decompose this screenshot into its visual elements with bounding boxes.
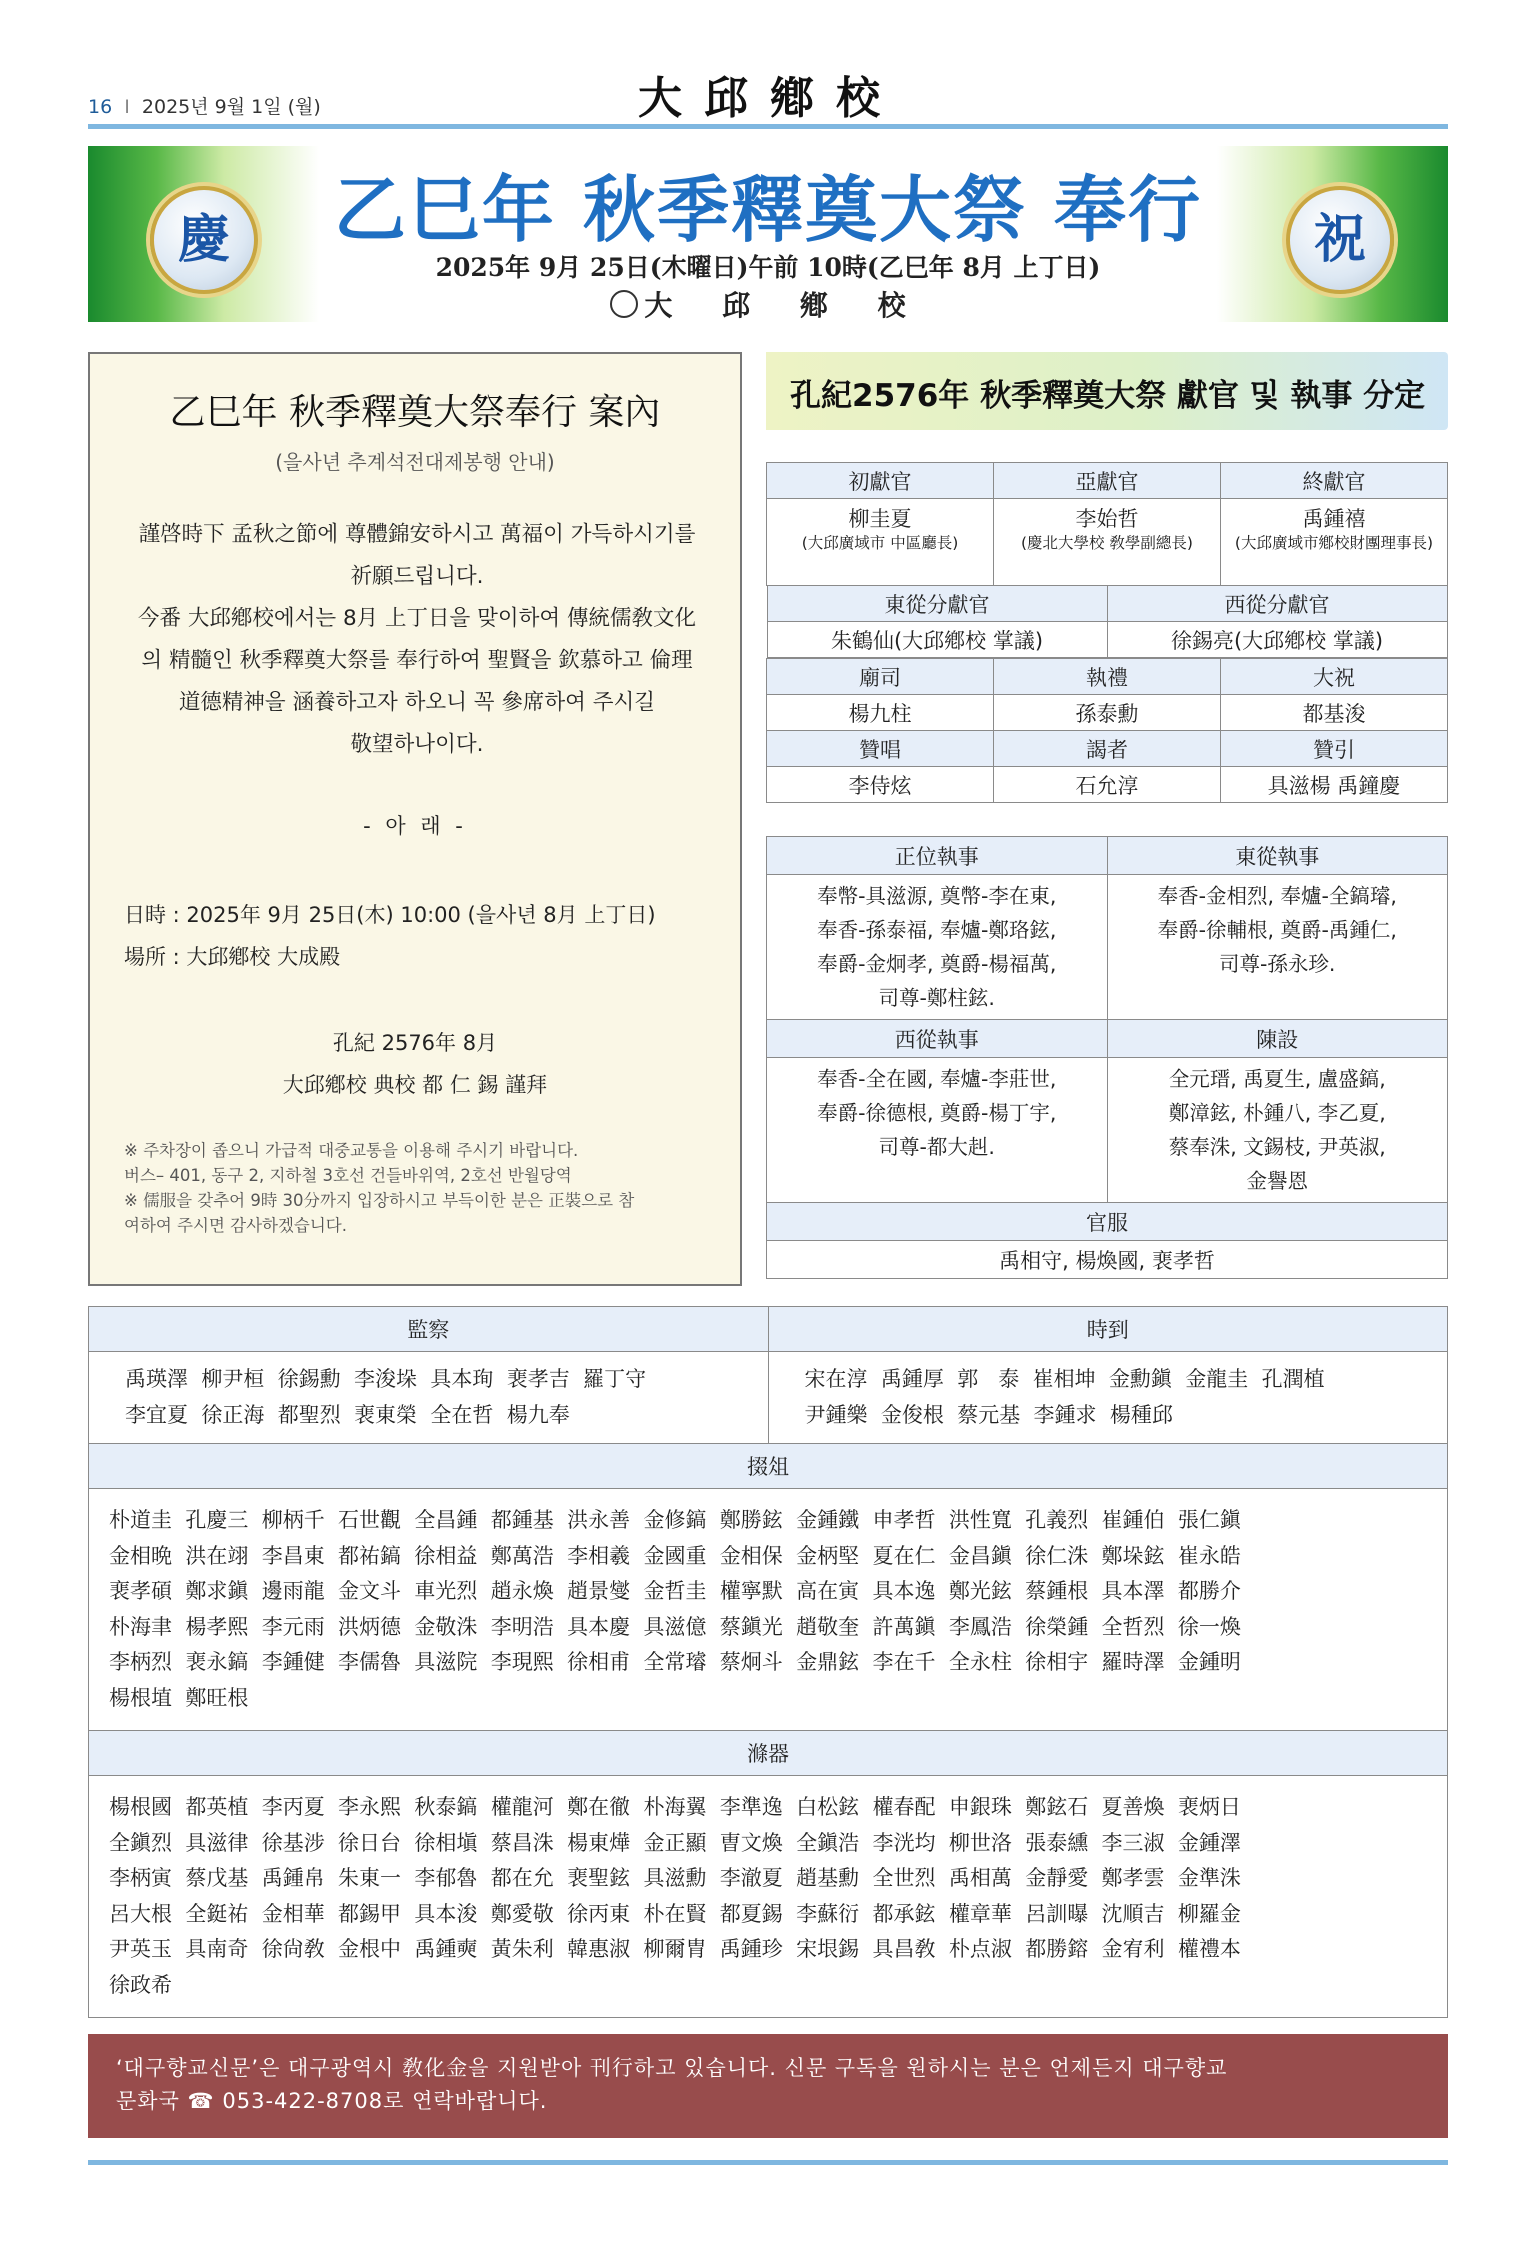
name-line: 禹瑛澤 柳尹桓 徐錫勳 李浚垛 具本珣 裵孝吉 羅丁守 bbox=[125, 1367, 647, 1391]
name-line: 裵孝碩 鄭求鎭 邊雨龍 金文斗 車光烈 趙永煥 趙景燮 金哲圭 權寧默 高在寅 具本逸 鄭光鉉 蔡鍾根 具本澤 都勝介 bbox=[109, 1579, 1241, 1603]
executive-names bbox=[767, 1058, 1108, 1203]
officials-heading-box bbox=[766, 352, 1448, 430]
official-title: (大邱廣域市 中區廳長) bbox=[801, 534, 959, 552]
notice-footnote: ※ 주차장이 좁으니 가급적 대중교통을 이용해 주시기 바랍니다. bbox=[124, 1141, 579, 1160]
name-line: 楊根國 都英植 李丙夏 李永熙 秋泰鎬 權龍河 鄭在徹 朴海翼 李準逸 白松鉉 權春配 申銀珠 鄭鉉石 夏善煥 裵炳日 bbox=[109, 1795, 1241, 1819]
section-header: 西從執事 bbox=[767, 1020, 1108, 1058]
official-title: (大邱廣域市鄕校財團理事長) bbox=[1234, 534, 1434, 552]
executive-names: 禹相守, 楊煥國, 裵孝哲 bbox=[767, 1241, 1448, 1279]
section-header: 掇俎 bbox=[89, 1444, 1448, 1489]
header-rule bbox=[88, 124, 1448, 129]
notice-footnotes bbox=[124, 1138, 724, 1238]
executive-line: 金譽恩 bbox=[1246, 1169, 1308, 1193]
name-line: 金相晩 洪在翊 李昌東 都祐鎬 徐相益 鄭萬浩 李相羲 金國重 金相保 金柄堅 夏在仁 金昌鎭 徐仁洙 鄭垛鉉 崔永皓 bbox=[109, 1543, 1241, 1568]
official-name: 徐錫亮(大邱鄕校 掌議) bbox=[1107, 622, 1447, 658]
name-line: 楊根埴 鄭旺根 bbox=[109, 1685, 249, 1710]
official-name: 李始哲 bbox=[1075, 507, 1139, 531]
executive-line: 司尊-都大赳. bbox=[878, 1135, 995, 1159]
subscription-footer bbox=[88, 2034, 1448, 2138]
section-header: 東從執事 bbox=[1107, 837, 1448, 875]
notice-signer: 大邱鄕校 典校 都 仁 錫 謹拜 bbox=[282, 1073, 548, 1097]
notice-body-line: 祈願드립니다. bbox=[350, 564, 484, 589]
name-line: 朴道圭 孔慶三 柳柄千 石世觀 全昌鍾 都鍾基 洪永善 金修鎬 鄭勝鉉 金鍾鐵 申孝哲 洪性寬 孔義烈 崔鍾伯 張仁鎭 bbox=[109, 1508, 1241, 1532]
notice-footnote: 버스– 401, 동구 2, 지하철 3호선 건들바위역, 2호선 반월당역 bbox=[124, 1166, 572, 1185]
issue-date: 2025년 9월 1일 (월) bbox=[141, 96, 321, 118]
notice-subtitle: (을사년 추계석전대제봉행 안내) bbox=[275, 450, 555, 474]
role-cell: 廟司 bbox=[767, 659, 994, 695]
name-list bbox=[89, 1489, 1448, 1731]
executive-line: 奉爵-金炯孝, 奠爵-楊福萬, bbox=[817, 952, 1057, 976]
officials-heading: 孔紀2576年 秋季釋奠大祭 獻官 및 執事 分定 bbox=[790, 378, 1426, 414]
notice-body-line: 謹啓時下 孟秋之節에 尊體錦安하시고 萬福이 가득하시기를 bbox=[138, 522, 696, 547]
name-line: 李柄寅 蔡戊基 禹鍾帛 朱東一 李郁魯 都在允 裵聖鉉 具滋勳 李澈夏 趙基勳 全世烈 禹相萬 金靜愛 鄭孝雲 金準洙 bbox=[109, 1866, 1241, 1890]
officials-subtable bbox=[767, 586, 1448, 658]
notice-body-line: 敬望하나이다. bbox=[350, 732, 484, 757]
role-cell: 執禮 bbox=[993, 659, 1220, 695]
role-cell: 贊唱 bbox=[767, 731, 994, 767]
official-cell bbox=[993, 499, 1220, 586]
name-line: 尹鍾樂 金俊根 蔡元基 李鍾求 楊種邱 bbox=[804, 1402, 1173, 1427]
executive-line: 奉爵-徐德根, 奠爵-楊丁宇, bbox=[817, 1101, 1057, 1125]
section-header: 時到 bbox=[768, 1307, 1448, 1352]
role-cell: 西從分獻官 bbox=[1107, 586, 1447, 622]
role-cell: 大祝 bbox=[1220, 659, 1447, 695]
notice-box bbox=[88, 352, 742, 1286]
notice-schedule bbox=[124, 894, 656, 978]
official-name: 柳圭夏 bbox=[848, 507, 912, 531]
official-name: 孫泰勳 bbox=[993, 695, 1220, 731]
event-banner bbox=[88, 146, 1448, 322]
notice-footnote: 여하여 주시면 감사하겠습니다. bbox=[124, 1216, 347, 1235]
executive-line: 蔡奉洙, 文錫枝, 尹英淑, bbox=[1168, 1135, 1386, 1159]
executive-names bbox=[1107, 875, 1448, 1020]
executive-line: 奉爵-徐輔根, 奠爵-禹鍾仁, bbox=[1157, 918, 1397, 942]
name-list bbox=[768, 1352, 1448, 1444]
notice-body bbox=[120, 514, 714, 766]
name-line: 尹英玉 具南奇 徐尙敎 金根中 禹鍾奭 黃朱利 韓惠淑 柳爾胄 禹鍾珍 宋垠錫 具昌敎 朴点淑 都勝鎔 金宥利 權禮本 bbox=[109, 1937, 1241, 1961]
footer-line: 문화국 ☎ 053-422-8708로 연락바랍니다. bbox=[116, 2089, 548, 2113]
header-separator: I bbox=[124, 96, 130, 118]
executive-line: 全元瑨, 禹夏生, 盧盛鎬, bbox=[1168, 1067, 1386, 1091]
executive-names bbox=[1107, 1058, 1448, 1203]
name-line: 呂大根 全鋌祐 金相華 都錫甲 具本浚 鄭愛敬 徐丙東 朴在賢 都夏錫 李蘇衍 都承鉉 權章華 呂訓曝 沈順吉 柳羅金 bbox=[109, 1901, 1241, 1926]
section-header: 正位執事 bbox=[767, 837, 1108, 875]
name-list bbox=[89, 1352, 769, 1444]
section-header: 滌器 bbox=[89, 1731, 1448, 1776]
notice-body-line: 의 精髓인 秋季釋奠大祭를 奉行하여 聖賢을 欽慕하고 倫理 bbox=[141, 648, 693, 673]
official-name: 朱鶴仙(大邱鄕校 掌議) bbox=[767, 622, 1107, 658]
role-cell: 終獻官 bbox=[1220, 463, 1447, 499]
section-header: 陳設 bbox=[1107, 1020, 1448, 1058]
official-name: 禹鍾禧 bbox=[1302, 507, 1366, 531]
footer-rule bbox=[88, 2160, 1448, 2165]
name-line: 徐政希 bbox=[109, 1972, 172, 1997]
official-title: (慶北大學校 敎學副總長) bbox=[1020, 534, 1193, 552]
official-name: 楊九柱 bbox=[767, 695, 994, 731]
notice-datetime: 日時 : 2025年 9月 25日(木) 10:00 (을사년 8月 上丁日) bbox=[124, 903, 656, 927]
name-line: 朴海聿 楊孝熙 李元雨 洪炳德 金敬洙 李明浩 具本慶 具滋億 蔡鎭光 趙敬奎 許萬鎭 李鳳浩 徐榮鍾 全哲烈 徐一煥 bbox=[109, 1614, 1241, 1639]
role-cell: 東從分獻官 bbox=[767, 586, 1107, 622]
seal-icon bbox=[610, 290, 638, 318]
official-cell bbox=[767, 499, 994, 586]
executive-line: 奉幣-具滋源, 奠幣-李在東, bbox=[817, 884, 1057, 908]
name-line: 李宜夏 徐正海 都聖烈 裵東榮 全在哲 楊九奉 bbox=[125, 1402, 570, 1427]
official-name: 石允淳 bbox=[993, 767, 1220, 803]
executive-line: 奉香-孫泰福, 奉爐-鄭珞鉉, bbox=[817, 918, 1057, 942]
executive-names bbox=[767, 875, 1108, 1020]
role-cell: 亞獻官 bbox=[993, 463, 1220, 499]
executive-line: 鄭漳鉉, 朴鍾八, 李乙夏, bbox=[1168, 1101, 1386, 1125]
celebration-medal-left: 慶 bbox=[150, 186, 258, 294]
notice-kigi: 孔紀 2576年 8月 bbox=[332, 1031, 498, 1055]
official-name: 具滋楊 禹鐘慶 bbox=[1220, 767, 1447, 803]
official-name: 李侍炫 bbox=[767, 767, 994, 803]
executives-table bbox=[766, 836, 1448, 1279]
notice-title: 乙巳年 秋季釋奠大祭奉行 案內 bbox=[169, 392, 661, 433]
role-cell: 謁者 bbox=[993, 731, 1220, 767]
notice-body-line: 今番 大邱鄕校에서는 8月 上丁日을 맞이하여 傳統儒敎文化 bbox=[137, 606, 696, 631]
executive-line: 奉香-金相烈, 奉爐-全鎬璿, bbox=[1157, 884, 1397, 908]
official-name: 都基浚 bbox=[1220, 695, 1447, 731]
celebration-medal-right: 祝 bbox=[1286, 186, 1394, 294]
executive-line: 奉香-全在國, 奉爐-李莊世, bbox=[817, 1067, 1057, 1091]
banner-organization bbox=[238, 284, 1298, 322]
name-list bbox=[89, 1776, 1448, 2018]
name-line: 宋在淳 禹鍾厚 郭 泰 崔相坤 金勳鎭 金龍圭 孔潤植 bbox=[804, 1367, 1325, 1391]
page-header-info bbox=[88, 92, 321, 119]
notice-place: 場所 : 大邱鄕校 大成殿 bbox=[124, 945, 341, 969]
notice-arae: - 아 래 - bbox=[363, 814, 467, 838]
name-line: 全鎭烈 具滋律 徐基涉 徐日台 徐相塡 蔡昌洙 楊東燁 金正顯 曺文煥 全鎭浩 李洸均 柳世洛 張泰纁 李三淑 金鍾澤 bbox=[109, 1830, 1241, 1855]
notice-signature bbox=[90, 1022, 740, 1106]
role-cell: 贊引 bbox=[1220, 731, 1447, 767]
section-header: 官服 bbox=[767, 1203, 1448, 1241]
banner-subtitle: 2025年 9月 25日(木曜日)午前 10時(乙巳年 8月 上丁日) bbox=[435, 253, 1101, 282]
staff-lists-table bbox=[88, 1306, 1448, 2018]
masthead: 大邱鄕校 bbox=[638, 73, 902, 124]
notice-footnote: ※ 儒服을 갖추어 9時 30分까지 입장하시고 부득이한 분은 正裝으로 참 bbox=[124, 1191, 635, 1210]
footer-line: ‘대구향교신문’은 대구광역시 敎化金을 지원받아 刊行하고 있습니다. 신문 구독을 원하시는 분은 언제든지 대구향교 bbox=[116, 2056, 1228, 2080]
section-header: 監察 bbox=[89, 1307, 769, 1352]
page-number: 16 bbox=[88, 96, 113, 118]
executive-line: 司尊-孫永珍. bbox=[1219, 952, 1336, 976]
notice-body-line: 道德精神을 涵養하고자 하오니 꼭 參席하여 주시길 bbox=[178, 690, 656, 715]
officials-table bbox=[766, 462, 1448, 803]
name-line: 李柄烈 裵永鎬 李鍾健 李儒魯 具滋院 李現熙 徐相甫 全常璿 蔡炯斗 金鼎鉉 李在千 全永柱 徐相宇 羅時澤 金鍾明 bbox=[109, 1650, 1241, 1674]
banner-title: 乙巳年 秋季釋奠大祭 奉行 bbox=[333, 167, 1203, 252]
banner-org-name: 大 邱 鄕 校 bbox=[644, 289, 926, 322]
role-cell: 初獻官 bbox=[767, 463, 994, 499]
executive-line: 司尊-鄭柱鉉. bbox=[878, 986, 995, 1010]
official-cell bbox=[1220, 499, 1447, 586]
